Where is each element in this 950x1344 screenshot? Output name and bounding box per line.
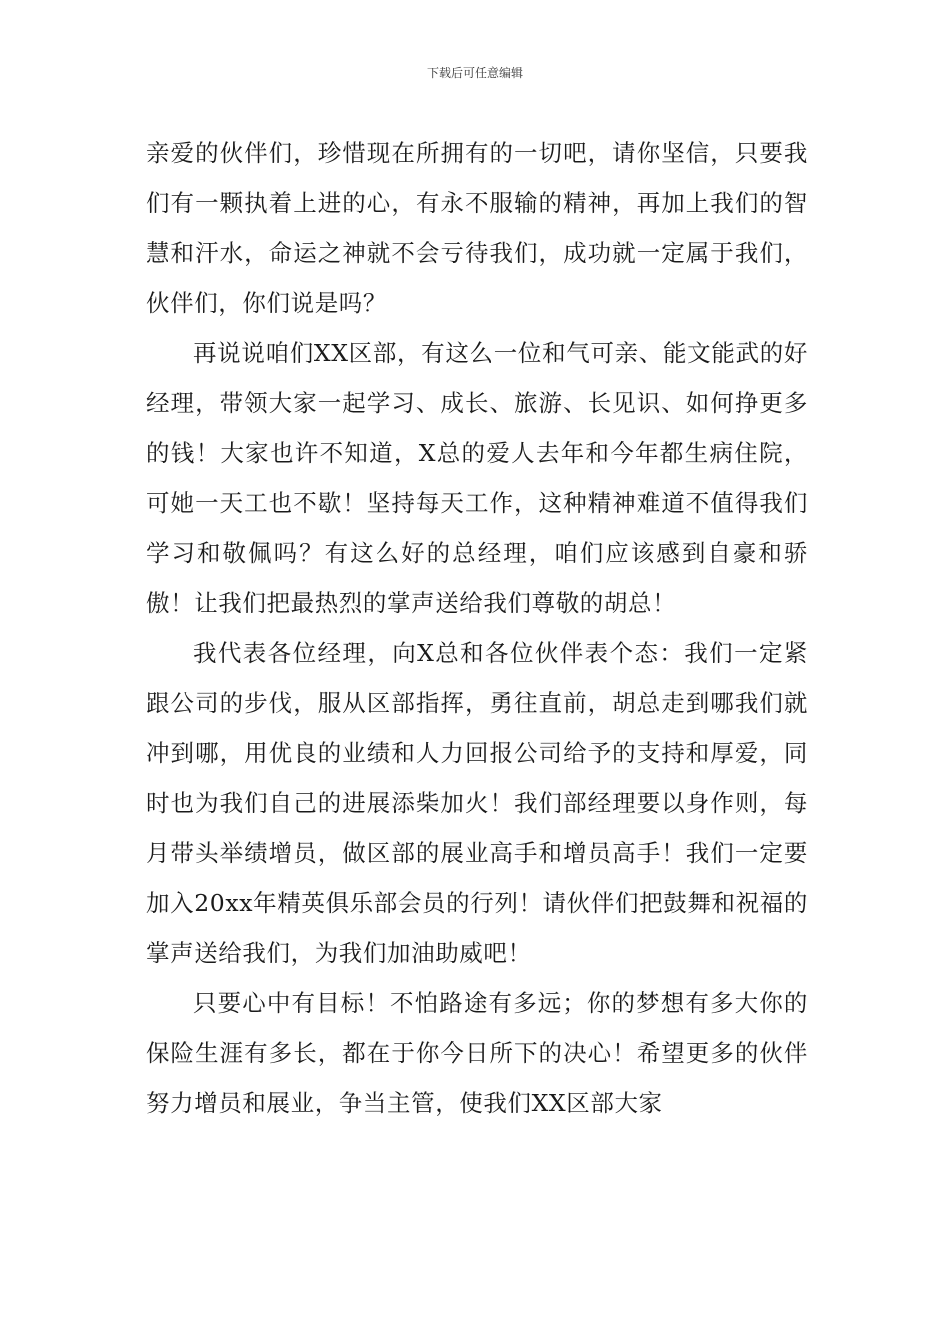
document-body <box>146 128 808 1128</box>
paragraph-4: 只要心中有目标！不怕路途有多远；你的梦想有多大你的保险生涯有多长，都在于你今日所下的决心！希望更多的伙伴努力增员和展业，争当主管，使我们XX区部大家 <box>146 989 808 1117</box>
paragraph-2: 再说说咱们XX区部，有这么一位和气可亲、能文能武的好经理，带领大家一起学习、成长、旅游、长见识、如何挣更多的钱！大家也许不知道，X总的爱人去年和今年都生病住院，可她一天工也不歇！坚持每天工作，这种精神难道不值得我们学习和敬佩吗？有这么好的总经理，咱们应该感到自豪和骄傲！让我们把最热烈的掌声送给我们尊敬的胡总！ <box>146 339 808 617</box>
paragraph-3: 我代表各位经理，向X总和各位伙伴表个态：我们一定紧跟公司的步伐，服从区部指挥，勇往直前，胡总走到哪我们就冲到哪，用优良的业绩和人力回报公司给予的支持和厚爱，同时也为我们自己的进展添柴加火！我们部经理要以身作则，每月带头举绩增员，做区部的展业高手和增员高手！我们一定要加入20xx年精英俱乐部会员的行列！请伙伴们把鼓舞和祝福的掌声送给我们，为我们加油助威吧！ <box>146 639 808 967</box>
paragraph-1: 亲爱的伙伴们，珍惜现在所拥有的一切吧，请你坚信，只要我们有一颗执着上进的心，有永不服输的精神，再加上我们的智慧和汗水，命运之神就不会亏待我们，成功就一定属于我们，伙伴们，你们说是吗？ <box>146 139 808 317</box>
page-header-note: 下载后可任意编辑 <box>426 66 523 80</box>
